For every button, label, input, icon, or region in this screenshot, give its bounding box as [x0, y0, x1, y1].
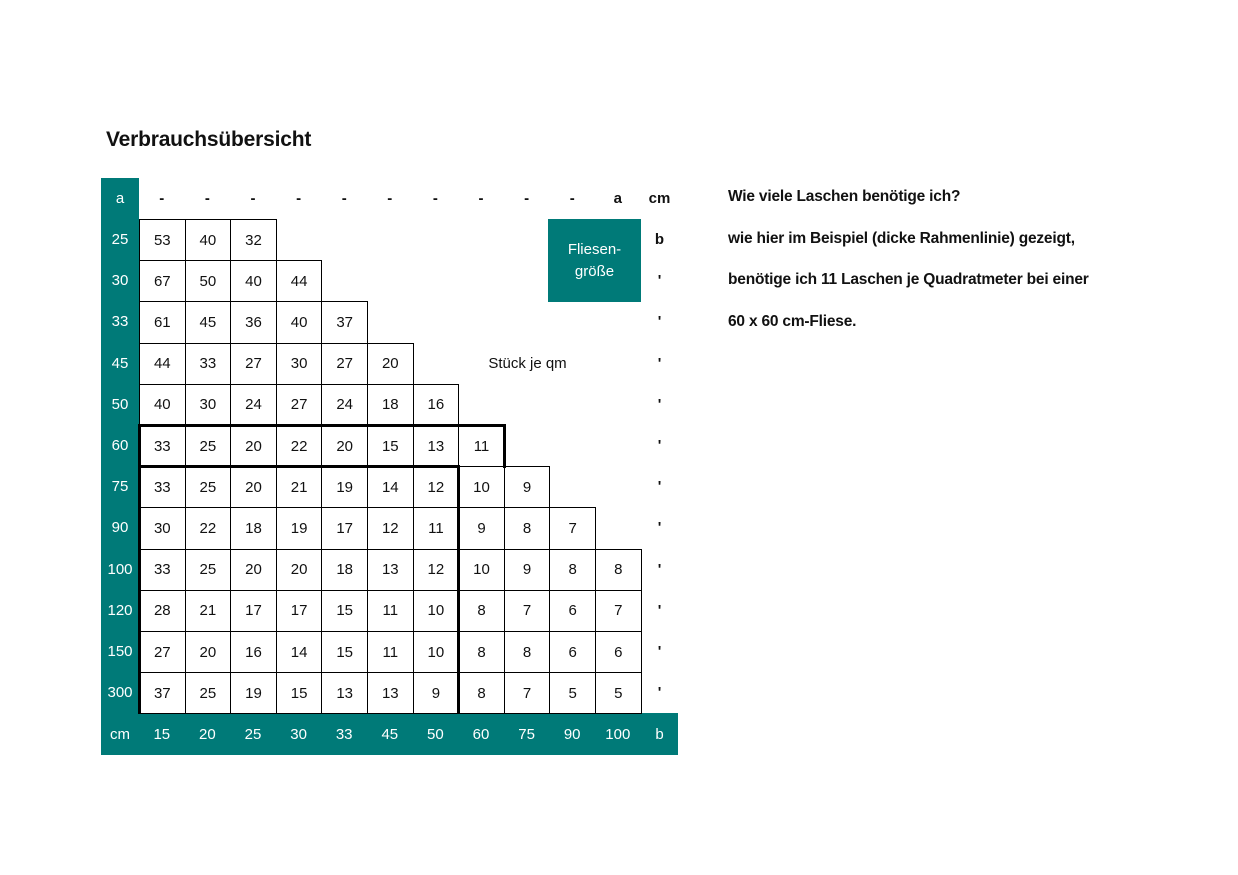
table-cell: 8: [595, 549, 642, 591]
table-cell: 40: [230, 260, 277, 302]
table-cell: 9: [413, 672, 460, 714]
table-cell: 67: [139, 260, 186, 302]
table-cell: 33: [139, 425, 186, 467]
right-col-mark: ': [657, 354, 662, 372]
table-cell: 6: [549, 590, 596, 632]
right-col-mark: b: [654, 231, 665, 249]
table-cell: 30: [276, 343, 323, 385]
table-cell: 9: [458, 507, 505, 549]
table-cell: 25: [185, 425, 232, 467]
table-cell: 20: [230, 425, 277, 467]
table-cell: 11: [367, 631, 414, 673]
table-cell: 11: [413, 507, 460, 549]
header-dash: -: [387, 190, 393, 207]
table-cell: 12: [413, 466, 460, 508]
table-cell: 25: [185, 672, 232, 714]
table-cell: 32: [230, 219, 277, 261]
column-label: 25: [244, 725, 262, 743]
table-cell: 21: [276, 466, 323, 508]
table-cell: 13: [367, 672, 414, 714]
table-cell: 19: [321, 466, 368, 508]
table-cell: 20: [230, 549, 277, 591]
column-label: 33: [335, 725, 353, 743]
table-cell: 44: [276, 260, 323, 302]
header-dash: -: [341, 190, 347, 207]
right-col-mark: ': [657, 601, 662, 619]
table-cell: 44: [139, 343, 186, 385]
table-cell: 9: [504, 466, 551, 508]
table-cell: 15: [321, 590, 368, 632]
table-cell: 45: [185, 301, 232, 343]
column-label: 90: [563, 725, 581, 743]
table-cell: 20: [276, 549, 323, 591]
header-a-end: a: [613, 190, 622, 207]
table-cell: 40: [139, 384, 186, 426]
table-cell: 27: [276, 384, 323, 426]
table-cell: 33: [139, 549, 186, 591]
header-a-label: a: [115, 190, 125, 207]
header-dash: -: [569, 190, 575, 207]
table-cell: 61: [139, 301, 186, 343]
header-cm-end: cm: [648, 190, 671, 207]
table-cell: 17: [276, 590, 323, 632]
right-col-mark: ': [657, 272, 662, 290]
table-cell: 40: [276, 301, 323, 343]
example-frame-col-right: [457, 465, 460, 714]
table-cell: 22: [185, 507, 232, 549]
table-cell: 15: [276, 672, 323, 714]
footer-cm-label: cm: [110, 725, 130, 743]
table-cell: 13: [413, 425, 460, 467]
example-frame-row-bottom: [138, 465, 459, 468]
header-dash: -: [296, 190, 302, 207]
right-col-mark: ': [657, 478, 662, 496]
table-cell: 37: [139, 672, 186, 714]
row-label: 120: [107, 601, 133, 619]
table-cell: 33: [139, 466, 186, 508]
table-cell: 5: [549, 672, 596, 714]
column-label: 20: [199, 725, 216, 743]
tile-size-line1: Fliesen-: [567, 240, 622, 258]
table-cell: 8: [458, 631, 505, 673]
table-cell: 37: [321, 301, 368, 343]
table-cell: 8: [504, 507, 551, 549]
page-title: Verbrauchsübersicht: [106, 128, 312, 151]
header-dash: -: [250, 190, 256, 207]
table-cell: 24: [321, 384, 368, 426]
table-cell: 7: [549, 507, 596, 549]
row-label: 45: [111, 354, 129, 372]
table-cell: 7: [504, 672, 551, 714]
row-label: 90: [111, 519, 129, 537]
row-label: 50: [111, 395, 129, 413]
row-label: 33: [111, 313, 129, 331]
row-label: 300: [107, 684, 133, 702]
table-cell: 27: [321, 343, 368, 385]
right-col-mark: ': [657, 560, 662, 578]
table-cell: 18: [321, 549, 368, 591]
table-cell: 36: [230, 301, 277, 343]
table-cell: 22: [276, 425, 323, 467]
table-cell: 14: [367, 466, 414, 508]
right-col-mark: ': [657, 684, 662, 702]
header-dash: -: [524, 190, 530, 207]
row-label: 30: [111, 272, 129, 290]
header-dash: -: [432, 190, 438, 207]
table-cell: 10: [413, 631, 460, 673]
table-cell: 15: [321, 631, 368, 673]
column-label: 75: [518, 725, 535, 743]
right-col-mark: ': [657, 395, 662, 413]
column-label: 30: [290, 725, 307, 743]
tile-size-line2: größe: [574, 262, 615, 280]
table-cell: 8: [549, 549, 596, 591]
row-label: 60: [111, 437, 129, 455]
table-cell: 12: [413, 549, 460, 591]
row-label: 150: [107, 643, 133, 661]
note-line-1: wie hier im Beispiel (dicke Rahmenlinie) gezeigt,: [728, 230, 1075, 247]
table-cell: 13: [321, 672, 368, 714]
table-cell: 30: [139, 507, 186, 549]
table-cell: 8: [504, 631, 551, 673]
table-cell: 30: [185, 384, 232, 426]
table-cell: 17: [230, 590, 277, 632]
right-col-mark: ': [657, 313, 662, 331]
table-cell: 27: [139, 631, 186, 673]
table-cell: 28: [139, 590, 186, 632]
table-cell: 20: [230, 466, 277, 508]
table-cell: 20: [367, 343, 414, 385]
table-cell: 20: [321, 425, 368, 467]
table-cell: 8: [458, 590, 505, 632]
table-cell: 50: [185, 260, 232, 302]
table-cell: 15: [367, 425, 414, 467]
table-cell: 18: [230, 507, 277, 549]
column-label: 50: [427, 725, 444, 743]
table-cell: 7: [595, 590, 642, 632]
pieces-per-sqm-label: Stück je qm: [488, 355, 567, 372]
table-cell: 25: [185, 549, 232, 591]
example-frame-left: [138, 424, 141, 468]
table-cell: 21: [185, 590, 232, 632]
table-cell: 9: [504, 549, 551, 591]
right-col-mark: ': [657, 643, 662, 661]
header-dash: -: [159, 190, 165, 207]
table-cell: 19: [230, 672, 277, 714]
tile-size-box: [548, 219, 641, 302]
table-cell: 19: [276, 507, 323, 549]
right-col-mark: ': [657, 519, 662, 537]
table-cell: 14: [276, 631, 323, 673]
column-label: 45: [381, 725, 399, 743]
table-cell: 24: [230, 384, 277, 426]
note-question: Wie viele Laschen benötige ich?: [728, 188, 961, 205]
table-cell: 10: [413, 590, 460, 632]
table-cell: 40: [185, 219, 232, 261]
table-cell: 27: [230, 343, 277, 385]
table-cell: 11: [367, 590, 414, 632]
table-cell: 7: [504, 590, 551, 632]
table-cell: 33: [185, 343, 232, 385]
example-frame-right: [503, 424, 506, 468]
footer-b-label: b: [655, 725, 664, 743]
row-label: 100: [107, 560, 133, 578]
row-label: 25: [111, 231, 129, 249]
table-cell: 12: [367, 507, 414, 549]
column-label: 100: [605, 725, 631, 743]
header-dash: -: [478, 190, 484, 207]
note-line-3: 60 x 60 cm-Fliese.: [728, 313, 857, 330]
table-cell: 25: [185, 466, 232, 508]
table-cell: 16: [413, 384, 460, 426]
table-cell: 6: [549, 631, 596, 673]
header-dash: -: [204, 190, 210, 207]
table-cell: 18: [367, 384, 414, 426]
table-cell: 20: [185, 631, 232, 673]
table-cell: 8: [458, 672, 505, 714]
table-cell: 13: [367, 549, 414, 591]
note-line-2: benötige ich 11 Laschen je Quadratmeter bei einer: [728, 271, 1089, 288]
row-label: 75: [111, 478, 129, 496]
table-cell: 11: [458, 425, 505, 467]
example-frame-top: [138, 424, 506, 427]
table-cell: 10: [458, 549, 505, 591]
table-cell: 6: [595, 631, 642, 673]
table-cell: 10: [458, 466, 505, 508]
example-frame-col-left: [138, 465, 141, 714]
table-cell: 5: [595, 672, 642, 714]
table-cell: 16: [230, 631, 277, 673]
column-label: 60: [472, 725, 490, 743]
table-cell: 17: [321, 507, 368, 549]
table-cell: 53: [139, 219, 186, 261]
column-label: 15: [153, 725, 171, 743]
right-col-mark: ': [657, 437, 662, 455]
